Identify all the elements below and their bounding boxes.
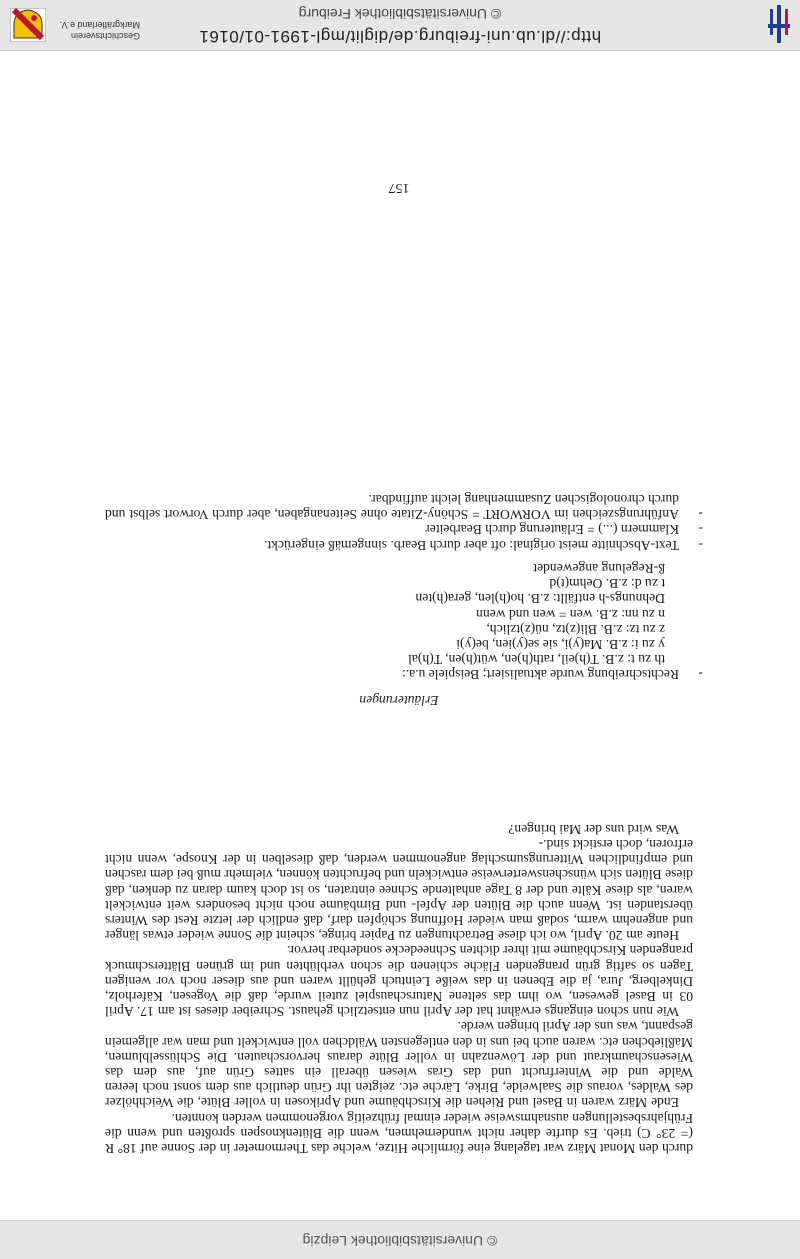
paragraph-5: Was wird uns der Mai bringen? xyxy=(508,821,679,837)
paragraph-3: Wie nun schon eingangs erwähnt hat der April nun entsetzlich gehaust. Schreiber dieses ist am 17. April 03 in Basel gewesen, wo ihm das seltene Naturschauspiel zuteil wurde, daß die Vogesen, Käferholz, Dinkelberg, Jura, ja die Ebenen in das weiße Leintuch gehüllt waren und aus dieser noch vor wenigen Tagen so saftig grün prangenden Fläche schienen die schon verblühten und im grünen Blätterschmuck prangenden Kirschbäume mit ihrer dichten Schneedecke sonderbar hervor. xyxy=(105,943,693,1020)
note-item: - Klammern (...) = Erläuterung durch Bearbeiter xyxy=(105,522,693,537)
header-band xyxy=(0,1220,800,1259)
body-text xyxy=(105,492,693,1156)
footer-institution: © Universitätsbibliothek Freiburg xyxy=(298,6,502,22)
note-text: Rechtschreibung wurde aktualisiert; Beispiele u.a.: xyxy=(401,667,679,683)
spacer xyxy=(105,553,679,561)
footer-band xyxy=(0,0,800,51)
note-item xyxy=(105,553,693,683)
note-example: ß-Regelung angewendet xyxy=(533,560,665,576)
header-institution: © Universitätsbibliothek Leipzig xyxy=(302,1233,498,1249)
paragraph-4: Heute am 20. April, wo ich diese Betrachtungen zu Papier bringe, scheint die Sonne wieder etwas länger und angenehm warm, sodaß man wieder Hoffnung schöpfen darf, daß endlich der letzte Rest des Winters überstanden ist. Wenn auch die Blüten der Apfel- und Birnbäume noch nicht besonders weit entwickelt waren, als diese Kälte und der 8 Tage anhaltende Schnee eintraten, so ist doch kaum daran zu denken, daß diese Blüten sich wünschenswerterweise entwickeln und befruchten können, vielmehr muß bei dem raschen und empfindlichen Witterungsumschlag angenommen werden, daß dieselben in der Knospe, wenn nicht erfroren, doch erstickt sind.- xyxy=(105,836,693,944)
page-number: 157 xyxy=(388,180,410,195)
notes-list xyxy=(105,492,693,682)
coat-of-arms-icon xyxy=(10,8,46,42)
spacer xyxy=(105,682,693,692)
note-example: t zu d: z.B. Oehm(t)d xyxy=(549,576,665,592)
spacer xyxy=(105,708,693,822)
note-example: z zu tz: z.B. Bli(z)tz, nü(z)tzlich, xyxy=(486,621,665,637)
society-name: Geschichtsverein Markgräflerland e.V. xyxy=(59,20,140,41)
note-example: th zu t: z.B. T(h)eil, rath(h)en, wüt(h)en, T(h)al xyxy=(408,652,665,668)
note-item: - Anführungszeichen im VORWORT = Schöny-Zitate ohne Seitenangaben, aber durch Vorwort selbst und durch chronologischen Zusammenhang leicht auffindbar. xyxy=(105,492,693,522)
source-url: http://dl.ub.uni-freiburg.de/diglit/mgl-1991-01/0161 xyxy=(198,27,602,46)
paragraph-2: Ende März waren in Basel und Riehen die Kirschbäume und Aprikosen in voller Blüte, die Weichhölzer des Waldes, voraus die Saalweide, Birke, Lärche etc. zeigten ihr Grün deutlich aus dem sonst noch leeren Walde und die Winterfrucht und das Gras wiesen überall ein sattes Grün auf, aus dem das Wiesenschaumkraut und der Löwenzahn in voller Blüte daraus hervorschauten. Die Schlüsselblumen, Maßliebchen etc. waren auch bei uns in den entlegensten Wäldchen voll entwickelt und man war allgemein gespannt, was uns der April bringen werde. xyxy=(105,1019,693,1111)
section-heading: Erläuterungen xyxy=(359,692,439,708)
paragraph-1: durch den Monat März war tagelang eine förmliche Hitze, welche das Thermometer in der Sonne auf 18° R (= 23° C) trieb. Es durfte daher nicht wundernehmen, wenn die Blütenknospen sproßten und wenn die Frühjahrsbestellungen ausnahmsweise wieder einmal frühzeitig vorgenommen werden konnten. xyxy=(105,1110,693,1156)
note-example: y zu i: z.B. Ma(y)i, sie se(y)ien, be(y)i xyxy=(456,636,665,652)
note-item: - Text-Abschnitte meist original: oft aber durch Bearb. sinngemäß eingerückt. xyxy=(105,538,693,553)
note-example: Dehnungs-h entfällt: z.B. ho(h)len, gera(h)ten xyxy=(415,591,665,607)
note-example: n zu nn: z.B. wen = wen und wenn xyxy=(476,606,665,622)
